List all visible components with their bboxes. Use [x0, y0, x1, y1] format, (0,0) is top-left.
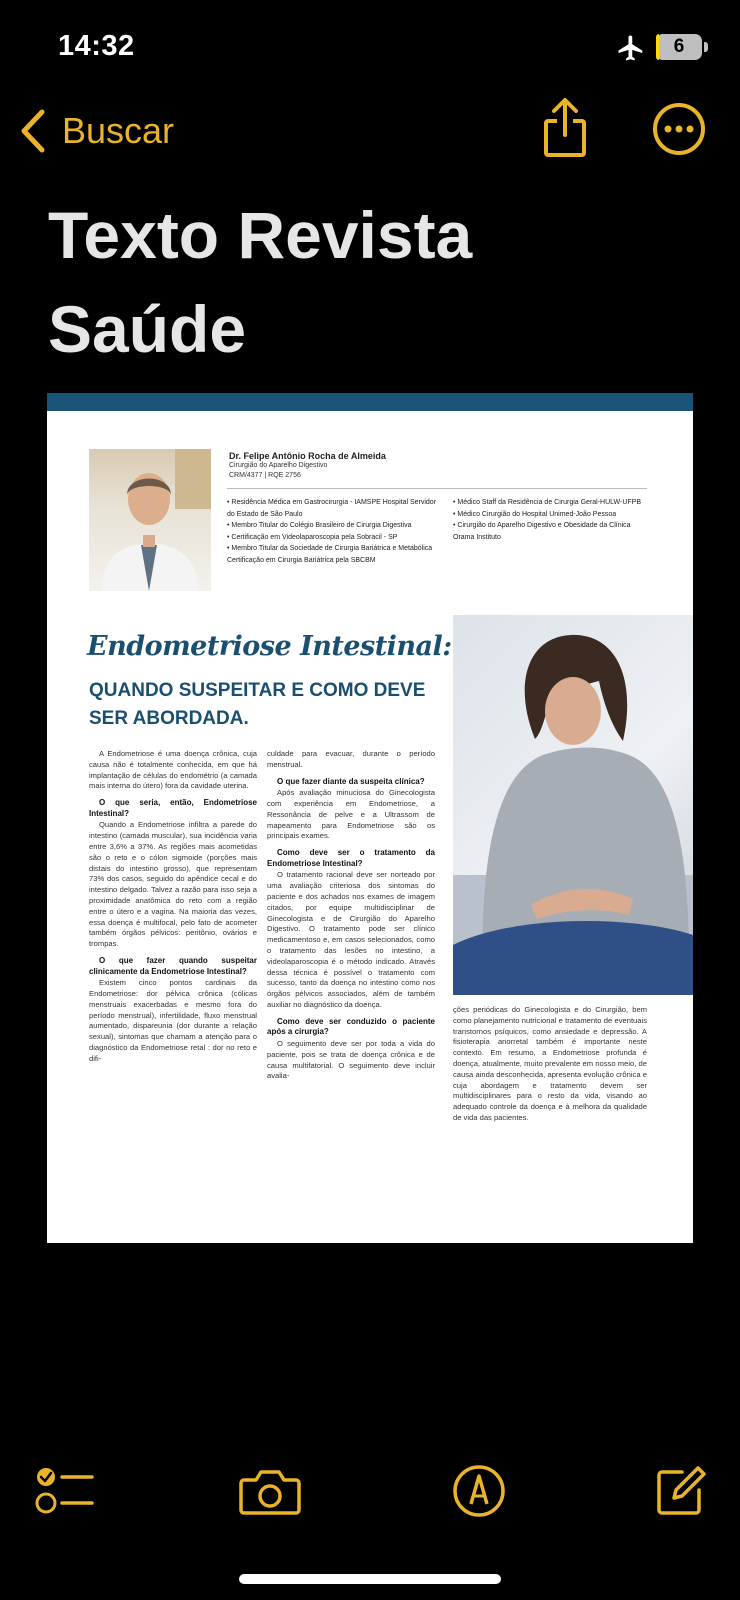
battery-nub	[704, 42, 708, 52]
article-column-1	[89, 749, 257, 1209]
share-icon[interactable]	[540, 97, 590, 159]
credential-item: • Cirurgião do Aparelho Digestivo e Obesidade da Clínica Orama Instituto	[453, 522, 631, 541]
author-info	[229, 451, 649, 481]
credential-item: • Residência Médica em Gastrocirurgia - IAMSPE Hospital Servidor do Estado de São Paulo	[227, 499, 437, 518]
battery-level-fill	[656, 34, 659, 60]
article-heading: O que fazer quando suspeitar clinicamente da Endometriose Intestinal?	[89, 955, 257, 976]
home-indicator[interactable]	[239, 1574, 501, 1584]
credentials-left	[227, 497, 442, 566]
more-options-icon[interactable]	[652, 102, 706, 156]
credential-item: • Certificação em Videolaparoscopia pela Sobracil - SP	[227, 533, 398, 541]
back-button-label: Buscar	[62, 110, 175, 151]
article-column-2	[267, 749, 435, 1209]
note-title[interactable]: Texto Revista Saúde	[48, 198, 473, 366]
status-bar	[0, 0, 740, 90]
compose-icon[interactable]	[656, 1464, 706, 1516]
article-photo	[453, 615, 693, 995]
article-paragraph: Quando a Endometriose infiltra a parede do intestino (camada muscular), sua incidência varia entre 3,6% a 37%. As regiões mais acometidas são o reto e o cólon sigmoide (porções mais distais do intestino grosso), que representam 73% dos casos, seguido do apêndice cecal e do intestino delgado. Talvez a razão para isso seja a proximidade anatômica do reto com a região entre o útero e a vagina. Na maioria das vezes, essa doença é multifocal, pelo fato de acometer também órgãos pélvicos: peritônio, ovários e trompas.	[89, 820, 257, 949]
status-time: 14:32	[58, 30, 135, 62]
credentials-right	[453, 497, 653, 543]
attached-document-page[interactable]	[47, 393, 693, 1243]
airplane-mode-icon	[616, 33, 646, 63]
author-photo	[89, 449, 211, 591]
article-column-3	[453, 1005, 647, 1205]
author-crm: CRM/4377 | RQE 2756	[229, 472, 301, 479]
article-paragraph: A Endometriose é uma doença crônica, cuja causa não é totalmente conhecida, em que há implantação de células do endométrio (a camada mais interna do útero) fora da cavidade uterina.	[89, 749, 257, 791]
checklist-icon[interactable]	[34, 1465, 94, 1515]
page-header-band	[47, 393, 693, 411]
article-paragraph: Existem cinco pontos cardinais da Endometriose: dor pélvica crônica (cólicas menstruais exacerbadas e mesmo fora do período menstrual), infertilidade, fluxo menstrual aumentado, dispareunia (dor durante a relação sexual), sintomas que chamam a atenção para o diagnóstico da Endometriose retal : dor no reto e difi-	[89, 978, 257, 1063]
credential-item: • Médico Staff da Residência de Cirurgia Geral-HULW-UFPB	[453, 499, 642, 506]
article-paragraph: culdade para evacuar, durante o período menstrual.	[267, 749, 435, 769]
divider	[227, 488, 647, 489]
back-button[interactable]	[16, 103, 174, 159]
markup-pen-icon[interactable]	[452, 1464, 506, 1518]
battery-indicator	[656, 34, 702, 60]
credential-item: • Membro Titular da Sociedade de Cirurgia Bariátrica e Metabólica Certificação em Cirurgia Bariátrica pela SBCBM	[227, 545, 433, 564]
camera-icon[interactable]	[238, 1466, 302, 1516]
article-paragraph: Após avaliação minuciosa do Ginecologista com experiência em Endometriose, a Ressonância de pelve e a Ultrassom de mapeamento para Endometriose são os principais exames.	[267, 788, 435, 841]
battery-level-text: 6	[673, 36, 685, 57]
author-name: Dr. Felipe Antônio Rocha de Almeida	[229, 451, 386, 461]
article-paragraph: O seguimento deve ser por toda a vida do paciente, pois se trata de doença crônica e de causa multifatorial. O seguimento deve incluir avalia-	[267, 1038, 435, 1081]
article-title: Endometriose Intestinal:	[87, 631, 452, 662]
article-heading: O que fazer diante da suspeita clínica?	[277, 776, 425, 786]
chevron-left-icon	[16, 108, 48, 154]
article-heading: Como deve ser conduzido o paciente após a cirurgia?	[267, 1016, 435, 1037]
article-subtitle: QUANDO SUSPEITAR E COMO DEVE SER ABORDADA.	[89, 680, 426, 729]
credential-item: • Membro Titular do Colégio Brasileiro de Cirurgia Digestiva	[227, 522, 412, 529]
author-role: Cirurgião do Aparelho Digestivo	[229, 462, 328, 469]
article-heading: Como deve ser o tratamento da Endometriose Intestinal?	[267, 848, 435, 868]
article-heading: O que seria, então, Endometriose Intestinal?	[89, 798, 257, 818]
article-paragraph: ções periódicas do Ginecologista e do Cirurgião, bem como planejamento nutricional e tratamento de eventuais transtornos psíquicos, como ansiedade e depressão. A fisioterapia anorretal também é importante neste contexto. Em resumo, a Endometriose profunda é doença, atualmente, muito prevalente em nosso meio, de causa ainda desconhecida, apresenta evolução crônica e cuja abordagem e tratamento devem ser multidisciplinares para o resto da vida, visando ao adequado controle da doença e à melhora da qualidade de vida das pacientes.	[453, 1005, 647, 1122]
article-paragraph: O tratamento racional deve ser norteado por uma avaliação criteriosa dos sintomas do paciente e dos achados nos exames de imagem citados, por equipe multidisciplinar de Ginecologista e de Cirurgião do Aparelho Digestivo. O tratamento pode ser clínico medicamentoso e, em casos selecionados, como o tratamento das lesões no intestino, a videolaparoscopia é o método indicado. Através dessa técnica é possível o tratamento com sucesso, tanto da doença no intestino como nos órgãos pélvicos associados, além de também auxiliar no diagnóstico da doença.	[267, 870, 435, 1009]
credential-item: • Médico Cirurgião do Hospital Unimed-João Pessoa	[453, 510, 617, 518]
